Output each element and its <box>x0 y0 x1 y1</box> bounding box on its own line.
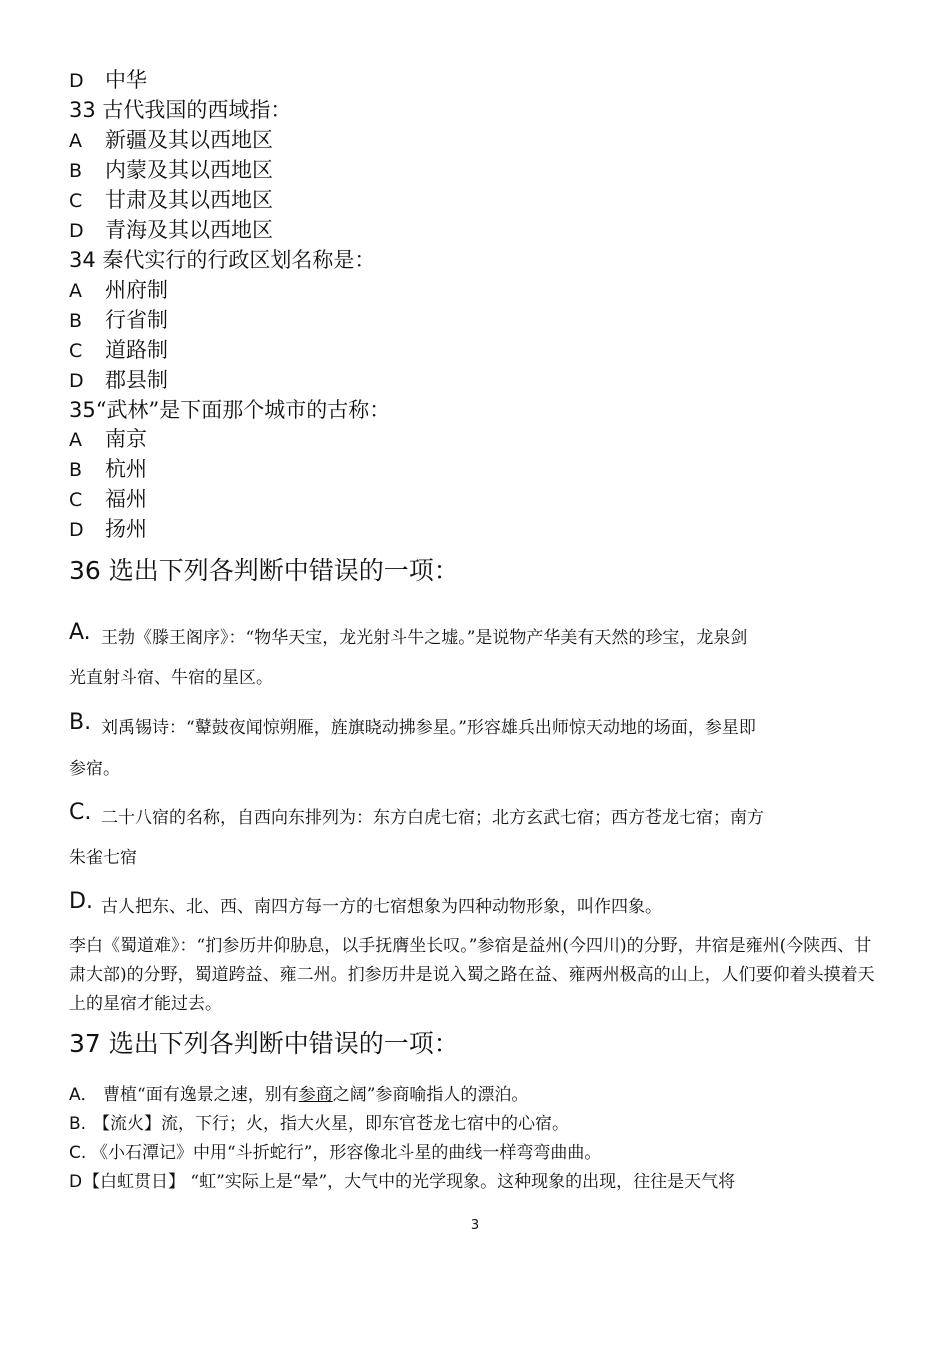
option-letter: D. <box>69 889 93 914</box>
option-letter: A <box>69 429 82 451</box>
question-number: 34 <box>69 248 96 272</box>
option-text-line1: 二十八宿的名称，自西向东排列为：东方白虎七宿；北方玄武七宿；西方苍龙七宿；南方 <box>101 808 764 828</box>
q36-option-c-cont <box>69 845 137 871</box>
option-text: 中华 <box>105 68 147 92</box>
option-text: 南京 <box>105 427 147 451</box>
q36-note-paragraph: 李白《蜀道难》：“扪参历井仰胁息，以手抚膺坐长叹。”参宿是益州(今四川)的分野，井宿是雍州(今陕西、甘肃大部)的分野，蜀道跨益、雍二州。扪参历井是说入蜀之路在益、雍两州极高的山上，人们要仰着头摸着天上的星宿才能过去。 <box>69 936 875 1014</box>
option-text: 行省制 <box>105 308 168 332</box>
q34-option-a <box>69 275 168 306</box>
q34-option-b <box>69 305 168 336</box>
option-text: 内蒙及其以西地区 <box>105 158 273 182</box>
q35-option-c <box>69 484 147 515</box>
underlined-term: 参商 <box>298 1085 333 1105</box>
q36-option-c <box>69 800 764 831</box>
option-letter: B <box>69 310 83 332</box>
option-letter: C. <box>69 800 92 825</box>
q36-option-a <box>69 620 747 651</box>
question-text: 选出下列各判断中错误的一项： <box>108 1029 459 1058</box>
option-text-post: 之阔”参商喻指人的漂泊。 <box>332 1085 529 1105</box>
q37-option-c <box>69 1140 601 1166</box>
q35-option-d <box>69 514 147 545</box>
option-text: 新疆及其以西地区 <box>105 128 273 152</box>
question-number: 37 <box>69 1029 101 1058</box>
option-text: 【流火】流，下行；火，指大火星，即东官苍龙七宿中的心宿。 <box>93 1114 569 1134</box>
option-letter: A <box>69 280 82 302</box>
option-text-line2: 朱雀七宿 <box>69 848 137 868</box>
option-text: 【白虹贯日】 “虹”实际上是“晕”，大气中的光学现象。这种现象的出现，往往是天气将 <box>83 1172 736 1192</box>
option-letter: C <box>69 190 83 212</box>
q35-question <box>69 395 390 425</box>
option-letter: D <box>69 1172 83 1192</box>
option-letter: A <box>69 130 82 152</box>
q37-option-d <box>69 1169 735 1195</box>
q33-option-d <box>69 215 273 246</box>
option-text: 福州 <box>105 487 147 511</box>
option-letter: D <box>69 70 84 92</box>
option-letter: D <box>69 370 84 392</box>
q35-option-a <box>69 424 147 455</box>
q34-option-c <box>69 335 168 366</box>
option-letter: D <box>69 519 84 541</box>
option-text-line2: 参宿。 <box>69 759 120 779</box>
question-text: 秦代实行的行政区划名称是： <box>102 248 376 272</box>
q33-option-c <box>69 185 273 216</box>
question-text: “武林”是下面那个城市的古称： <box>95 398 391 422</box>
q36-option-b-cont <box>69 756 120 782</box>
q36-option-d <box>69 889 662 920</box>
q34-option-d <box>69 365 168 396</box>
q33-question <box>69 95 291 125</box>
option-text: 州府制 <box>105 278 168 302</box>
q33-option-b <box>69 155 273 186</box>
option-letter: B. <box>69 1114 87 1134</box>
q32-option-d <box>69 65 147 96</box>
q37-question <box>69 1027 459 1061</box>
question-number: 35 <box>69 398 96 422</box>
option-text: 扬州 <box>105 517 147 541</box>
option-text-line1: 古人把东、北、西、南四方每一方的七宿想象为四种动物形象，叫作四象。 <box>101 897 662 917</box>
option-text: 杭州 <box>105 457 147 481</box>
option-text-line2: 光直射斗宿、牛宿的星区。 <box>69 668 273 688</box>
q36-option-a-cont <box>69 665 273 691</box>
option-text: 甘肃及其以西地区 <box>105 188 273 212</box>
option-letter: B. <box>69 710 92 735</box>
question-number: 33 <box>69 98 96 122</box>
option-text-line1: 王勃《滕王阁序》：“物华天宝，龙光射斗牛之墟。”是说物产华美有天然的珍宝，龙泉剑 <box>101 628 748 648</box>
q33-option-a <box>69 125 273 156</box>
question-number: 36 <box>69 556 101 585</box>
q36-question <box>69 554 459 588</box>
option-text: 道路制 <box>105 338 168 362</box>
q34-question <box>69 245 375 275</box>
option-letter: C <box>69 489 83 511</box>
option-text: 青海及其以西地区 <box>105 218 273 242</box>
q36-option-b <box>69 710 756 741</box>
option-letter: C <box>69 340 83 362</box>
page-number: 3 <box>470 1218 480 1233</box>
option-letter: B <box>69 459 83 481</box>
option-letter: A. <box>69 620 91 645</box>
option-letter: C. <box>69 1143 87 1163</box>
option-letter: D <box>69 220 84 242</box>
option-letter: B <box>69 160 83 182</box>
option-letter: A． <box>69 1085 98 1105</box>
option-text: 郡县制 <box>105 368 168 392</box>
option-text-pre: 曹植“面有逸景之速，别有 <box>103 1085 299 1105</box>
q35-option-b <box>69 454 147 485</box>
option-text-line1: 刘禹锡诗：“鼙鼓夜闻惊朔雁，旌旗晓动拂参星。”形容雄兵出师惊天动地的场面，参星即 <box>101 718 756 738</box>
question-text: 选出下列各判断中错误的一项： <box>108 556 459 585</box>
q37-option-a <box>69 1082 528 1108</box>
question-text: 古代我国的西域指： <box>102 98 292 122</box>
option-text: 《小石潭记》中用“斗折蛇行”，形容像北斗星的曲线一样弯弯曲曲。 <box>91 1143 602 1163</box>
q37-option-b <box>69 1111 569 1137</box>
